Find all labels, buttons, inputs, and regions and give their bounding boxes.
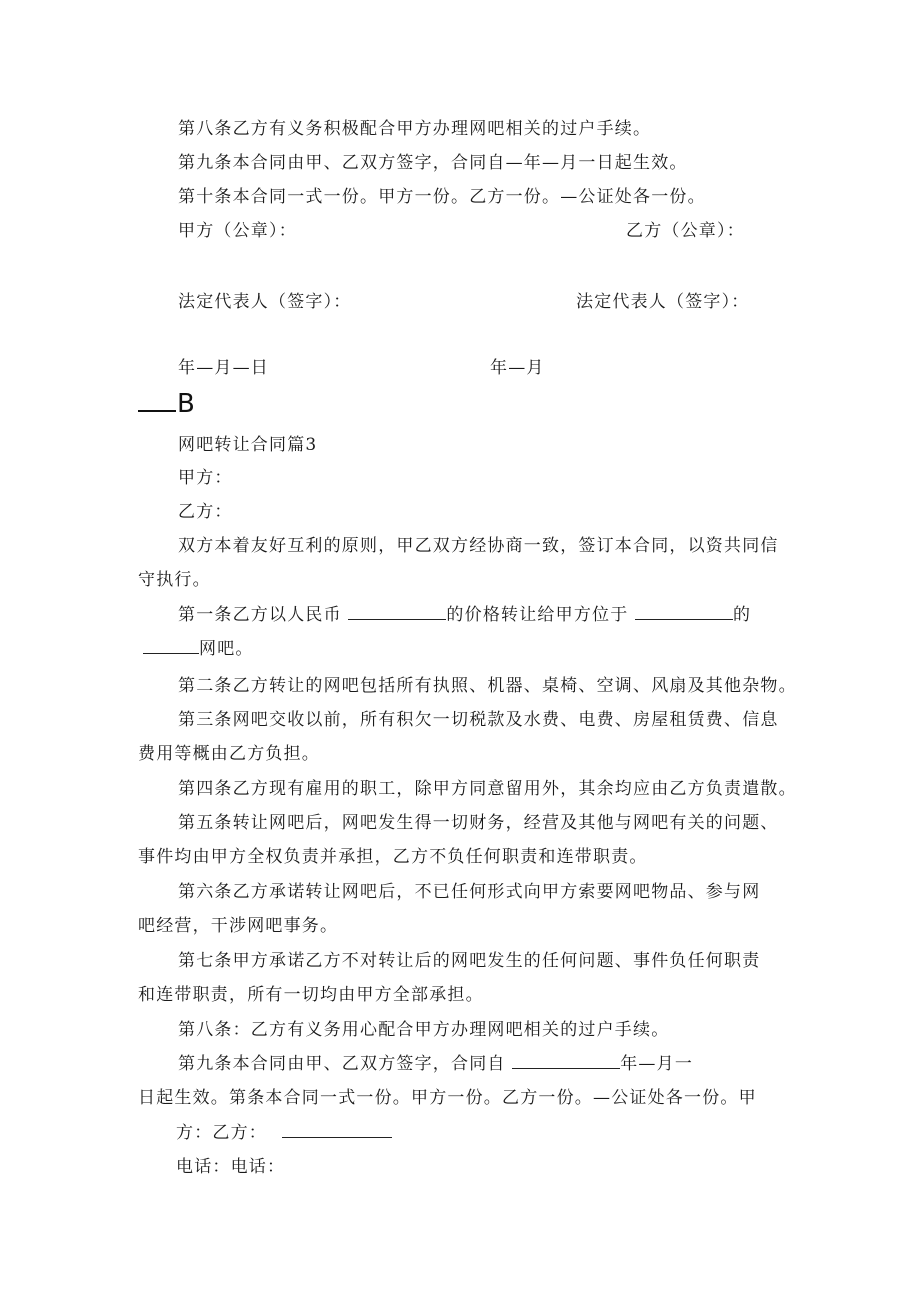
signature-blank [282,1121,392,1138]
article-8: 第八条：乙方有义务用心配合甲方办理网吧相关的过户手续。 [178,1020,670,1040]
article-5-line-2: 事件均由甲方全权负责并承担，乙方不负任何职责和连带职责。 [138,847,648,867]
date-a-label: 年—月—日 [178,358,269,378]
netcafe-name-blank [143,637,199,654]
section-mark-letter: B [177,389,195,419]
signature-line [176,1121,392,1145]
intro-line-2: 守执行。 [138,570,211,590]
article-1-text-c: 的 [733,605,752,625]
rep-a-label: 法定代表人（签字）： [178,292,352,312]
party-a-seal-label: 甲方（公章）： [178,221,297,241]
article-9-line-2: 日起生效。第条本合同一式一份。甲方一份。乙方一份。—公证处各一份。甲 [138,1088,757,1108]
article-1-text-d: 网吧。 [199,639,254,659]
article-9-top: 第九条本合同由甲、乙双方签字，合同自—年—月一日起生效。 [178,153,688,173]
date-b-label: 年—月 [490,358,545,378]
article-2: 第二条乙方转让的网吧包括所有执照、机器、桌椅、空调、风扇及其他杂物。 [178,676,797,696]
start-year-blank [512,1052,620,1069]
price-blank [348,603,446,620]
section-mark-rule [138,388,176,412]
contract-title: 网吧转让合同篇3 [178,435,318,455]
article-6-line-2: 吧经营，干涉网吧事务。 [138,916,339,936]
article-1-line-2 [143,637,254,661]
section-mark [138,388,195,419]
article-7-line-2: 和连带职责，所有一切均由甲方全部承担。 [138,985,484,1005]
article-9-text-b: 年—月一 [620,1054,694,1074]
article-9-text-a: 第九条本合同由甲、乙双方签字，合同自 [178,1054,506,1074]
article-5-line-1: 第五条转让网吧后，网吧发生得一切财务，经营及其他与网吧有关的问题、 [178,813,779,833]
article-1-text-b: 的价格转让给甲方位于 [446,605,629,625]
article-7-line-1: 第七条甲方承诺乙方不对转让后的网吧发生的任何问题、事件负任何职责 [178,951,761,971]
article-10-top: 第十条本合同一式一份。甲方一份。乙方一份。—公证处各一份。 [178,187,706,207]
article-8-top: 第八条乙方有义务积极配合甲方办理网吧相关的过户手续。 [178,119,652,139]
signature-text: 方：乙方： [176,1123,267,1143]
article-3-line-2: 费用等概由乙方负担。 [138,744,320,764]
party-a-label: 甲方： [178,468,233,488]
phone-line: 电话：电话： [176,1157,286,1177]
rep-b-label: 法定代表人（签字）： [576,292,750,312]
intro-line-1: 双方本着友好互利的原则，甲乙双方经协商一致，签订本合同，以资共同信 [178,536,779,556]
article-6-line-1: 第六条乙方承诺转让网吧后，不已任何形式向甲方索要网吧物品、参与网 [178,882,761,902]
article-1-text-a: 第一条乙方以人民币 [178,605,342,625]
location-blank [635,603,733,620]
article-4: 第四条乙方现有雇用的职工，除甲方同意留用外，其余均应由乙方负责遣散。 [178,779,797,799]
article-9-line-1 [178,1052,693,1076]
party-b-label: 乙方： [178,502,233,522]
article-1-line-1 [178,603,751,627]
party-b-seal-label: 乙方（公章）： [626,221,745,241]
article-3-line-1: 第三条网吧交收以前，所有积欠一切税款及水费、电费、房屋租赁费、信息 [178,710,779,730]
